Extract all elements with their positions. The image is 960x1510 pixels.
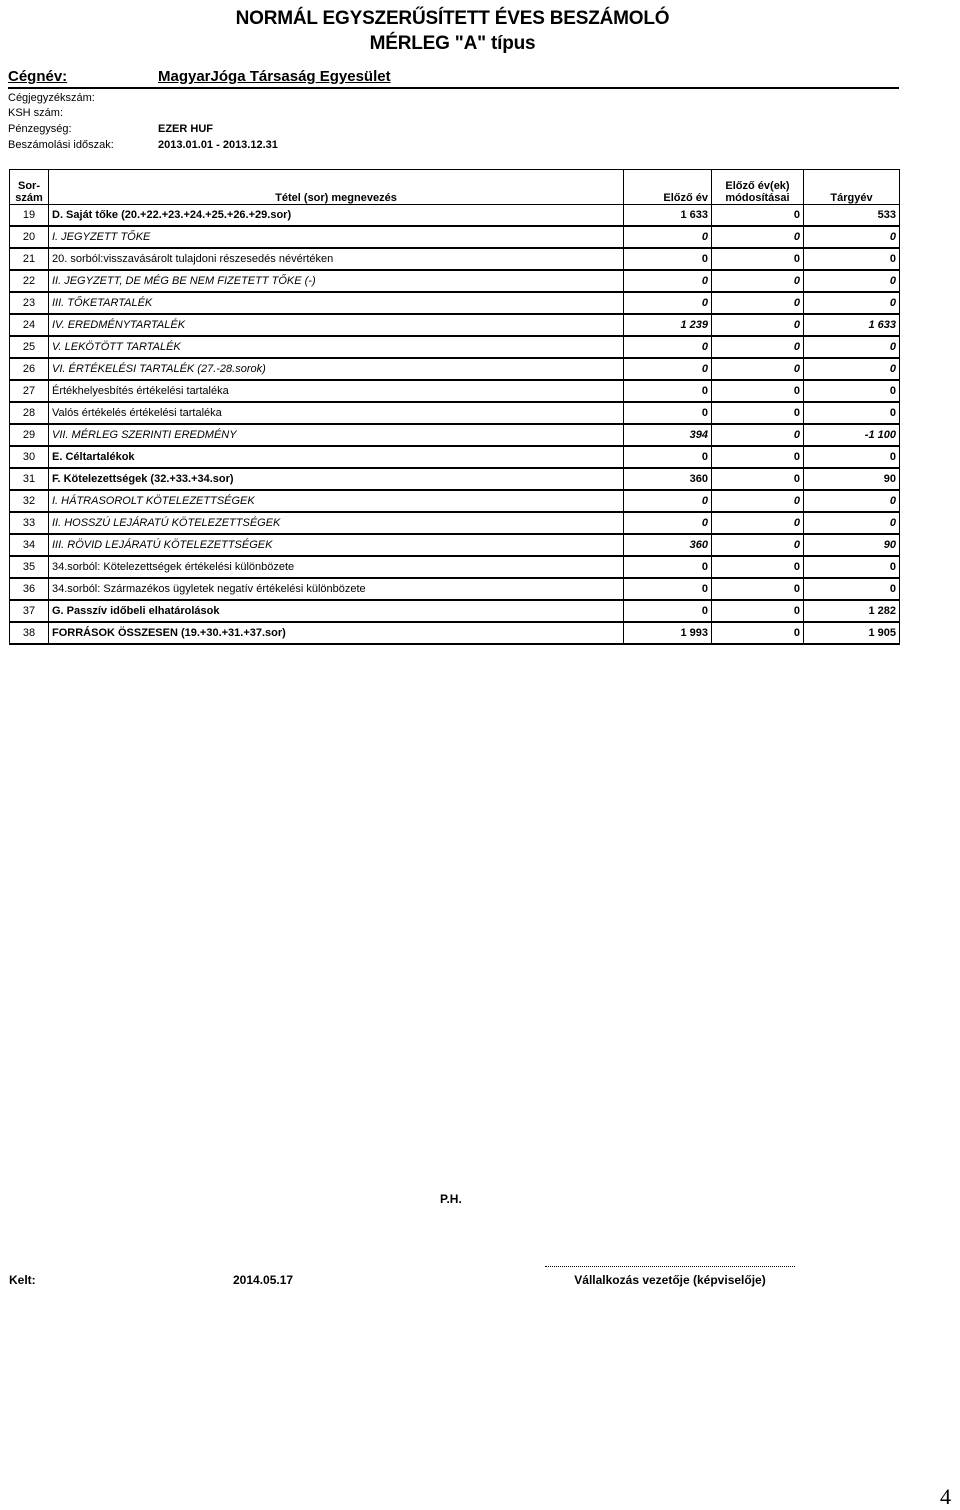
row-prev-year: 0 xyxy=(624,292,712,314)
table-row xyxy=(10,424,900,446)
row-number: 24 xyxy=(10,314,49,336)
row-label: G. Passzív időbeli elhatárolások xyxy=(49,600,624,622)
row-prev-year: 0 xyxy=(624,270,712,292)
company-name: MagyarJóga Társaság Egyesület xyxy=(158,68,391,85)
row-modification: 0 xyxy=(712,600,804,622)
row-label: D. Saját tőke (20.+22.+23.+24.+25.+26.+29.sor) xyxy=(49,205,624,227)
row-label: FORRÁSOK ÖSSZESEN (19.+30.+31.+37.sor) xyxy=(49,622,624,644)
row-current-year: 0 xyxy=(804,226,900,248)
row-number: 21 xyxy=(10,248,49,270)
row-number: 20 xyxy=(10,226,49,248)
row-label: III. RÖVID LEJÁRATÚ KÖTELEZETTSÉGEK xyxy=(49,534,624,556)
row-prev-year: 0 xyxy=(624,600,712,622)
table-row xyxy=(10,314,900,336)
row-modification: 0 xyxy=(712,622,804,644)
row-modification: 0 xyxy=(712,205,804,227)
row-current-year: 90 xyxy=(804,468,900,490)
table-row xyxy=(10,446,900,468)
row-modification: 0 xyxy=(712,358,804,380)
table-row xyxy=(10,402,900,424)
page-number: 4 xyxy=(940,1484,951,1509)
row-modification: 0 xyxy=(712,336,804,358)
row-modification: 0 xyxy=(712,314,804,336)
row-number: 37 xyxy=(10,600,49,622)
row-current-year: 0 xyxy=(804,578,900,600)
row-current-year: 0 xyxy=(804,358,900,380)
row-modification: 0 xyxy=(712,226,804,248)
row-number: 35 xyxy=(10,556,49,578)
table-row xyxy=(10,380,900,402)
row-prev-year: 0 xyxy=(624,380,712,402)
ksh-label: KSH szám: xyxy=(8,107,64,119)
row-current-year: -1 100 xyxy=(804,424,900,446)
row-prev-year: 360 xyxy=(624,468,712,490)
ksh-row xyxy=(8,107,63,119)
col-header-sor-line2: szám xyxy=(15,192,43,204)
col-header-sor-line1: Sor- xyxy=(18,180,40,192)
row-modification: 0 xyxy=(712,578,804,600)
row-current-year: 0 xyxy=(804,402,900,424)
reg-number-label: Cégjegyzékszám: xyxy=(8,92,95,104)
row-prev-year: 0 xyxy=(624,336,712,358)
table-row xyxy=(10,358,900,380)
row-label: Értékhelyesbítés értékelési tartaléka xyxy=(49,380,624,402)
row-label: I. HÁTRASOROLT KÖTELEZETTSÉGEK xyxy=(49,490,624,512)
row-modification: 0 xyxy=(712,490,804,512)
row-number: 19 xyxy=(10,205,49,227)
row-number: 30 xyxy=(10,446,49,468)
row-modification: 0 xyxy=(712,292,804,314)
row-modification: 0 xyxy=(712,424,804,446)
col-header-mod-line2: módosításai xyxy=(725,192,790,204)
table-row xyxy=(10,512,900,534)
row-prev-year: 0 xyxy=(624,446,712,468)
table-row xyxy=(10,578,900,600)
row-modification: 0 xyxy=(712,402,804,424)
period-value: 2013.01.01 - 2013.12.31 xyxy=(158,139,278,151)
row-current-year: 90 xyxy=(804,534,900,556)
row-current-year: 0 xyxy=(804,292,900,314)
row-prev-year: 0 xyxy=(624,226,712,248)
table-row xyxy=(10,490,900,512)
row-label: I. JEGYZETT TŐKE xyxy=(49,226,624,248)
table-row xyxy=(10,600,900,622)
table-row xyxy=(10,292,900,314)
row-label: 34.sorból: Kötelezettségek értékelési különbözete xyxy=(49,556,624,578)
row-modification: 0 xyxy=(712,248,804,270)
row-label: II. JEGYZETT, DE MÉG BE NEM FIZETETT TŐKE (-) xyxy=(49,270,624,292)
row-current-year: 0 xyxy=(804,512,900,534)
row-modification: 0 xyxy=(712,446,804,468)
company-label: Cégnév: xyxy=(8,68,68,85)
row-current-year: 1 633 xyxy=(804,314,900,336)
row-prev-year: 1 239 xyxy=(624,314,712,336)
table-row xyxy=(10,205,900,227)
row-number: 26 xyxy=(10,358,49,380)
row-number: 29 xyxy=(10,424,49,446)
row-number: 27 xyxy=(10,380,49,402)
row-number: 32 xyxy=(10,490,49,512)
table-row xyxy=(10,534,900,556)
col-header-prev: Előző év xyxy=(624,170,712,205)
row-modification: 0 xyxy=(712,534,804,556)
row-prev-year: 0 xyxy=(624,248,712,270)
row-label: III. TŐKETARTALÉK xyxy=(49,292,624,314)
date-value: 2014.05.17 xyxy=(233,1273,294,1287)
row-prev-year: 0 xyxy=(624,578,712,600)
table-header-row xyxy=(10,170,900,205)
row-prev-year: 0 xyxy=(624,358,712,380)
row-prev-year: 0 xyxy=(624,402,712,424)
row-label: F. Kötelezettségek (32.+33.+34.sor) xyxy=(49,468,624,490)
col-header-mod-line1: Előző év(ek) xyxy=(725,180,790,192)
row-number: 28 xyxy=(10,402,49,424)
table-row xyxy=(10,226,900,248)
date-label: Kelt: xyxy=(9,1273,36,1287)
table-row xyxy=(10,468,900,490)
currency-row xyxy=(8,123,213,135)
row-current-year: 0 xyxy=(804,248,900,270)
row-current-year: 0 xyxy=(804,556,900,578)
row-prev-year: 360 xyxy=(624,534,712,556)
row-current-year: 0 xyxy=(804,270,900,292)
row-label: II. HOSSZÚ LEJÁRATÚ KÖTELEZETTSÉGEK xyxy=(49,512,624,534)
row-prev-year: 0 xyxy=(624,512,712,534)
row-modification: 0 xyxy=(712,512,804,534)
col-header-item: Tétel (sor) megnevezés xyxy=(49,170,624,205)
row-prev-year: 1 633 xyxy=(624,205,712,227)
period-row xyxy=(8,139,278,151)
table-row xyxy=(10,336,900,358)
report-subtitle: MÉRLEG "A" típus xyxy=(369,33,536,54)
row-number: 23 xyxy=(10,292,49,314)
row-label: IV. EREDMÉNYTARTALÉK xyxy=(49,314,624,336)
row-number: 31 xyxy=(10,468,49,490)
row-current-year: 0 xyxy=(804,446,900,468)
stamp-placeholder: P.H. xyxy=(440,1192,462,1206)
row-label: E. Céltartalékok xyxy=(49,446,624,468)
row-current-year: 533 xyxy=(804,205,900,227)
row-prev-year: 394 xyxy=(624,424,712,446)
row-number: 38 xyxy=(10,622,49,644)
table-row xyxy=(10,248,900,270)
row-modification: 0 xyxy=(712,556,804,578)
currency-label: Pénzegység: xyxy=(8,123,72,135)
row-prev-year: 1 993 xyxy=(624,622,712,644)
balance-table xyxy=(9,169,900,645)
signature-line xyxy=(545,1266,795,1267)
col-header-curr: Tárgyév xyxy=(804,170,900,205)
row-current-year: 0 xyxy=(804,380,900,402)
row-number: 36 xyxy=(10,578,49,600)
signature-label: Vállalkozás vezetője (képviselője) xyxy=(574,1273,766,1287)
row-current-year: 1 905 xyxy=(804,622,900,644)
row-label: 20. sorból:visszavásárolt tulajdoni részesedés névértéken xyxy=(49,248,624,270)
row-label: Valós értékelés értékelési tartaléka xyxy=(49,402,624,424)
row-label: V. LEKÖTÖTT TARTALÉK xyxy=(49,336,624,358)
col-header-sor xyxy=(10,170,49,205)
report-title: NORMÁL EGYSZERŰSÍTETT ÉVES BESZÁMOLÓ xyxy=(235,8,670,29)
row-number: 25 xyxy=(10,336,49,358)
company-row xyxy=(8,68,899,89)
row-modification: 0 xyxy=(712,380,804,402)
row-prev-year: 0 xyxy=(624,490,712,512)
row-label: VI. ÉRTÉKELÉSI TARTALÉK (27.-28.sorok) xyxy=(49,358,624,380)
row-label: 34.sorból: Származékos ügyletek negatív értékelési különbözete xyxy=(49,578,624,600)
row-modification: 0 xyxy=(712,270,804,292)
reg-number-row xyxy=(8,92,95,104)
row-number: 34 xyxy=(10,534,49,556)
row-label: VII. MÉRLEG SZERINTI EREDMÉNY xyxy=(49,424,624,446)
table-row xyxy=(10,622,900,644)
table-row xyxy=(10,556,900,578)
table-row xyxy=(10,270,900,292)
row-number: 33 xyxy=(10,512,49,534)
row-prev-year: 0 xyxy=(624,556,712,578)
row-current-year: 0 xyxy=(804,490,900,512)
period-label: Beszámolási időszak: xyxy=(8,139,114,151)
currency-value: EZER HUF xyxy=(158,123,213,135)
row-current-year: 0 xyxy=(804,336,900,358)
row-current-year: 1 282 xyxy=(804,600,900,622)
col-header-mod xyxy=(712,170,804,205)
row-number: 22 xyxy=(10,270,49,292)
row-modification: 0 xyxy=(712,468,804,490)
